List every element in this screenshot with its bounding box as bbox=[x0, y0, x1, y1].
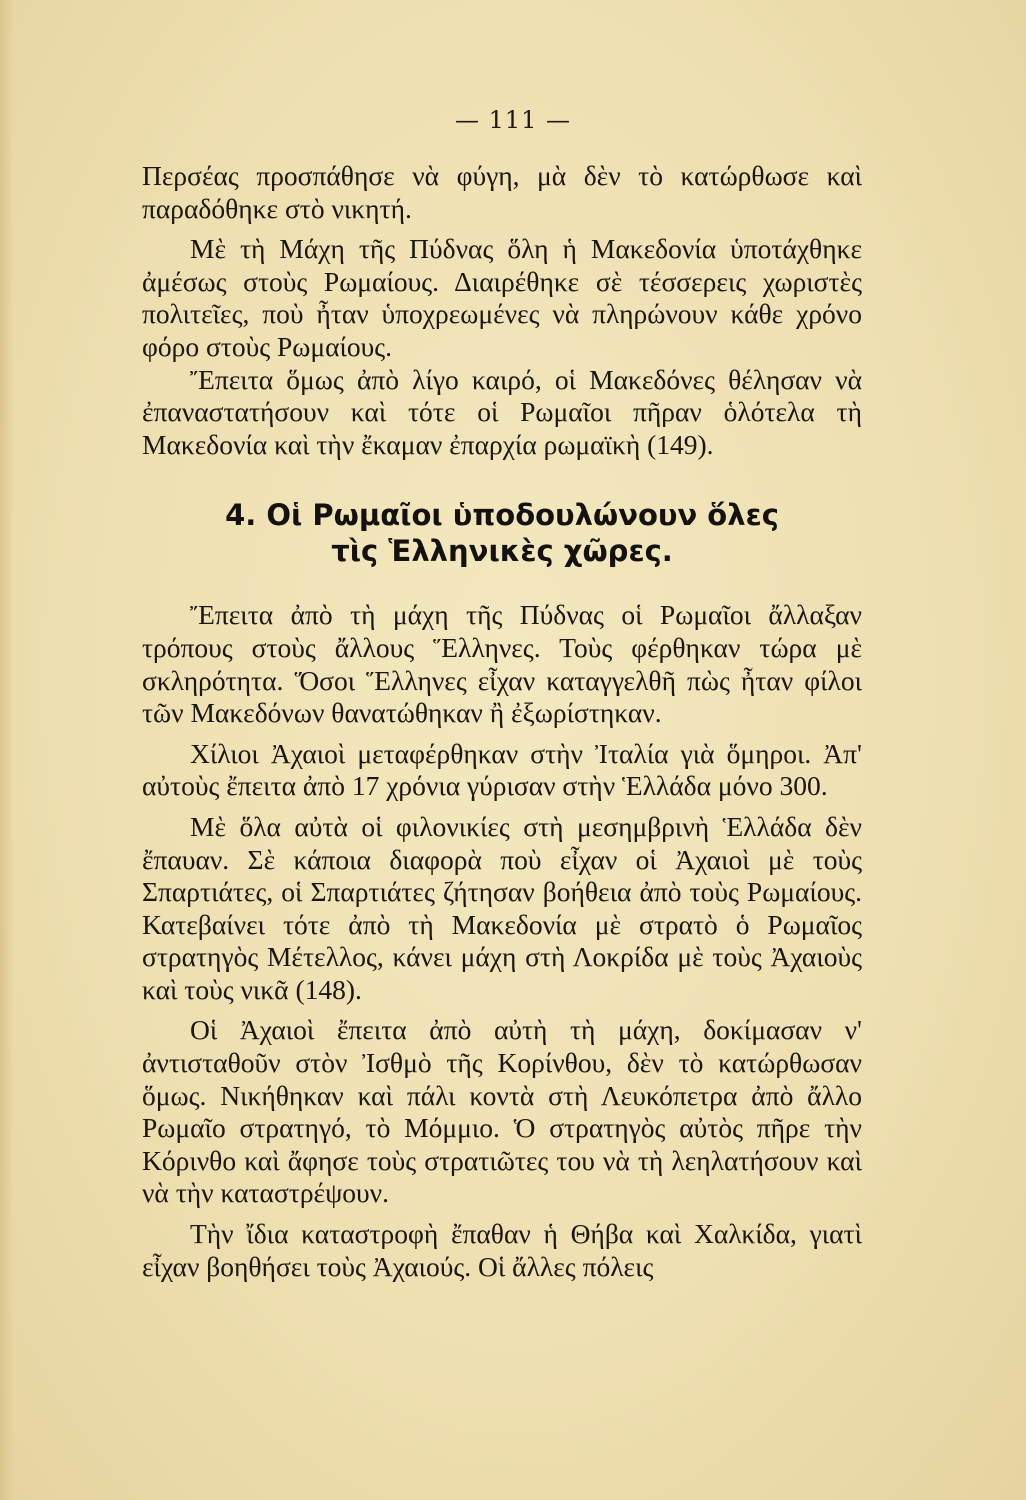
paragraph: Οἱ Ἀχαιοὶ ἔπειτα ἀπὸ αὐτὴ τὴ μάχη, δοκίμασαν ν' ἀντισταθοῦν στὸν Ἰσθμὸ τῆς Κορίνθου, δὲν τὸ κατώρθωσαν ὅμως. Νικήθηκαν καὶ πάλι κοντὰ στὴ Λευκόπετρα ἀπὸ ἄλλο Ρωμαῖο στρατηγό, τὸ Μόμμιο. Ὁ στρατηγὸς αὐτὸς πῆρε τὴν Κόρινθο καὶ ἄφησε τοὺς στρατιῶτες του νὰ τὴ λεηλατήσουν καὶ νὰ τὴν καταστρέψουν. bbox=[142, 1014, 862, 1209]
paragraph: Μὲ τὴ Μάχη τῆς Πύδνας ὅλη ἡ Μακεδονία ὑποτάχθηκε ἀμέσως στοὺς Ρωμαίους. Διαιρέθηκε σὲ τέσσερεις χωριστὲς πολιτεῖες, ποὺ ἦταν ὑποχρεωμένες νὰ πληρώνουν κάθε χρόνο φόρο στοὺς Ρωμαίους. bbox=[142, 233, 862, 362]
section-heading-line: 4. Οἱ Ρωμαῖοι ὑποδουλώνουν ὅλες bbox=[225, 498, 779, 533]
paragraph: Τὴν ἴδια καταστροφὴ ἔπαθαν ἡ Θήβα καὶ Χαλκίδα, γιατὶ εἶχαν βοηθήσει τοὺς Ἀχαιούς. Οἱ ἄλλες πόλεις bbox=[142, 1218, 862, 1282]
body-text bbox=[142, 160, 862, 1283]
paragraph: Ἔπειτα ἀπὸ τὴ μάχη τῆς Πύδνας οἱ Ρωμαῖοι ἄλλαξαν τρόπους στοὺς ἄλλους Ἕλληνες. Τοὺς φέρθηκαν τώρα μὲ σκληρότητα. Ὅσοι Ἕλληνες εἶχαν καταγγελθῆ πὼς ἦταν φίλοι τῶν Μακεδόνων θανατώθηκαν ἢ ἐξωρίστηκαν. bbox=[142, 599, 862, 729]
paragraph: Χίλιοι Ἀχαιοὶ μεταφέρθηκαν στὴν Ἰταλία γιὰ ὅμηροι. Ἀπ' αὐτοὺς ἔπειτα ἀπὸ 17 χρόνια γύρισαν στὴν Ἑλλάδα μόνο 300. bbox=[142, 737, 862, 802]
section-heading-line: τὶς Ἑλληνικὲς χῶρες. bbox=[331, 534, 673, 569]
paragraph: Ἔπειτα ὅμως ἀπὸ λίγο καιρό, οἱ Μακεδόνες θέλησαν νὰ ἐπαναστατήσουν καὶ τότε οἱ Ρωμαῖοι πῆραν ὁλότελα τὴ Μακεδονία καὶ τὴν ἔκαμαν ἐπαρχία ρωμαϊκὴ (149). bbox=[142, 363, 862, 460]
paragraph: Μὲ ὅλα αὐτὰ οἱ φιλονικίες στὴ μεσημβρινὴ Ἑλλάδα δὲν ἔπαυαν. Σὲ κάποια διαφορὰ ποὺ εἶχαν οἱ Ἀχαιοὶ μὲ τοὺς Σπαρτιάτες, οἱ Σπαρτιάτες ζήτησαν βοήθεια ἀπὸ τοὺς Ρωμαίους. Κατεβαίνει τότε ἀπὸ τὴ Μακεδονία μὲ στρατὸ ὁ Ρωμαῖος στρατηγὸς Μέτελλος, κάνει μάχη στὴ Λοκρίδα μὲ τοὺς Ἀχαιοὺς καὶ τοὺς νικᾶ (148). bbox=[142, 810, 862, 1005]
section-heading bbox=[142, 497, 862, 569]
page-number: — 111 — bbox=[454, 106, 572, 134]
paragraph-continuation: Περσέας προσπάθησε νὰ φύγη, μὰ δὲν τὸ κατώρθωσε καὶ παραδόθηκε στὸ νικητή. bbox=[142, 160, 862, 224]
